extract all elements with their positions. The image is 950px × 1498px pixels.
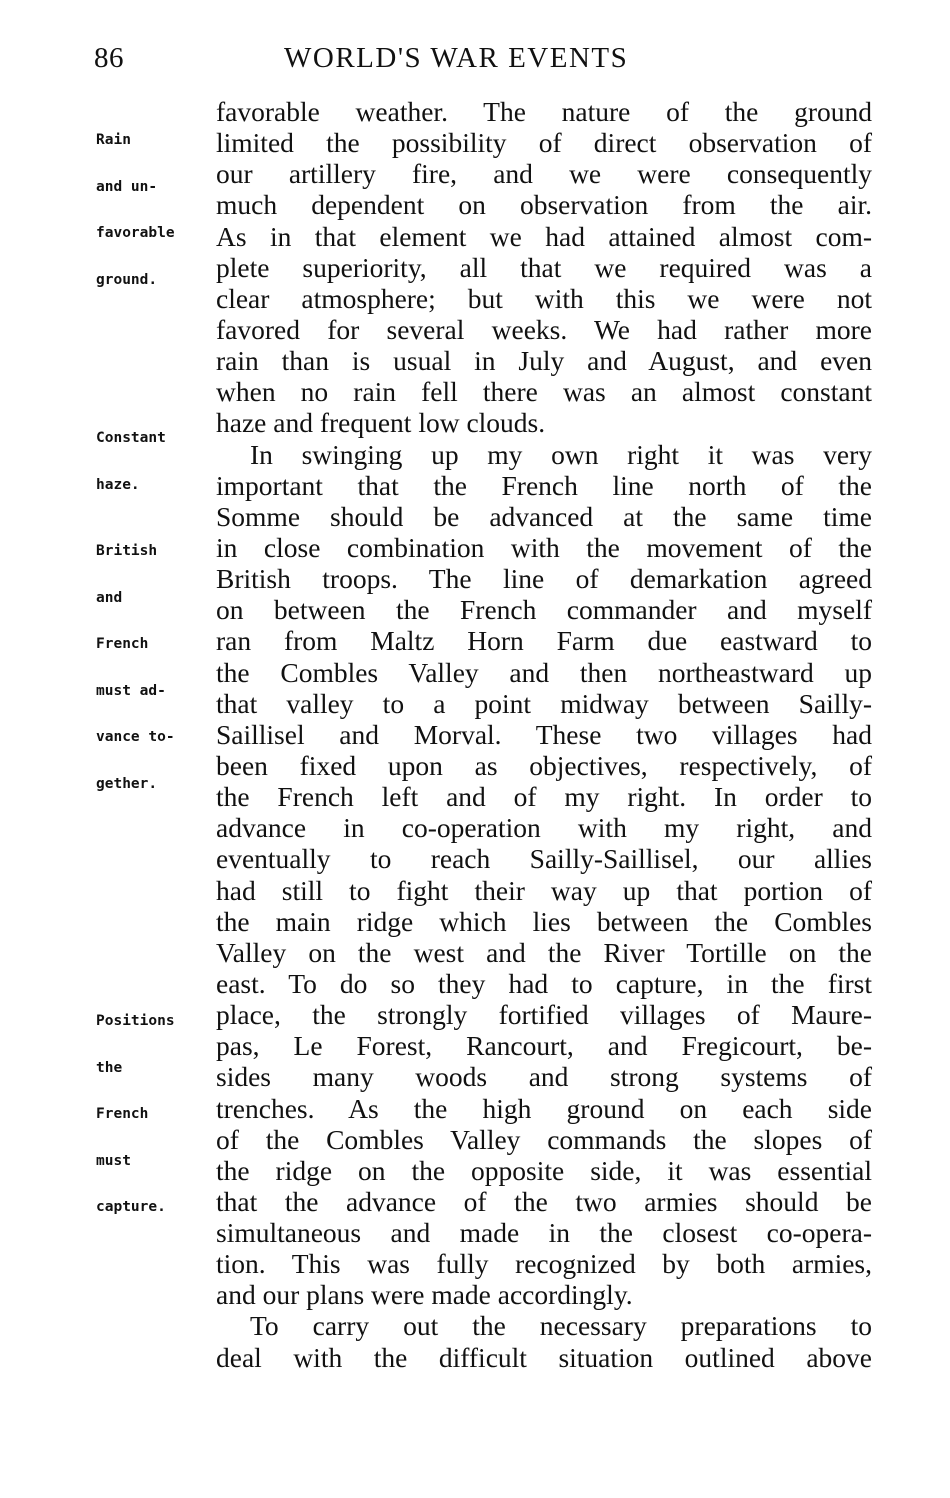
side-note-line: must (96, 1152, 131, 1169)
body-line: on between the French commander and myself (216, 594, 872, 626)
body-line: favorable weather. The nature of the ground (216, 96, 872, 127)
page-number: 86 (94, 42, 124, 74)
body-line: in close combination with the movement of the (216, 531, 872, 563)
body-line: ran from Maltz Horn Farm due eastward to (216, 625, 872, 657)
body-line: that valley to a point midway between Sailly- (216, 687, 872, 719)
side-note-line: gether. (96, 775, 158, 792)
body-line: had still to fight their way up that portion of (216, 874, 872, 906)
side-note-rain (96, 102, 175, 304)
side-note-line: British (96, 543, 158, 559)
side-note-line: and un- (96, 178, 158, 195)
body-line: the Combles Valley and then northeastward up (216, 656, 872, 688)
body-line: deal with the difficult situation outlined above (216, 1341, 872, 1373)
body-line: limited the possibility of direct observation of (216, 127, 872, 159)
running-head: WORLD'S WAR EVENTS (284, 42, 629, 74)
side-note-line: capture. (96, 1199, 166, 1215)
body-line: important that the French line north of the (216, 469, 872, 501)
body-line: advance in co-operation with my right, and (216, 812, 872, 844)
side-note-line: vance to- (96, 729, 175, 745)
side-note-line: Rain (96, 132, 131, 148)
body-line: when no rain fell there was an almost constant (216, 376, 872, 408)
body-line: sides many woods and strong systems of (216, 1061, 872, 1093)
side-note-line: must ad- (96, 682, 166, 699)
body-line: place, the strongly fortified villages of Maure- (216, 999, 872, 1031)
body-line: east. To do so they had to capture, in the first (216, 967, 872, 999)
side-note-positions (96, 983, 175, 1231)
body-line: pas, Le Forest, Rancourt, and Fregicourt, be- (216, 1030, 872, 1062)
body-line: the main ridge which lies between the Combles (216, 905, 872, 937)
body-line: trenches. As the high ground on each side (216, 1092, 872, 1124)
side-note-line: haze. (96, 476, 140, 493)
side-note-line: Constant (96, 430, 166, 446)
body-line: British troops. The line of demarkation agreed (216, 563, 872, 595)
body-line: the French left and of my right. In order to (216, 781, 872, 813)
side-note-constant-haze (96, 400, 166, 509)
body-line: In swinging up my own right it was very (250, 438, 872, 470)
side-note-line: ground. (96, 271, 158, 288)
body-line: our artillery fire, and we were consequently (216, 158, 872, 190)
side-note-line: favorable (96, 225, 175, 241)
side-note-line: French (96, 1106, 149, 1122)
side-note-british-french (96, 513, 175, 808)
body-line: eventually to reach Sailly-Saillisel, our allies (216, 843, 872, 875)
body-line: Valley on the west and the River Tortille on the (216, 936, 872, 968)
side-note-line: and (96, 589, 123, 606)
body-line: To carry out the necessary preparations to (250, 1310, 872, 1342)
body-line: simultaneous and made in the closest co-opera- (216, 1217, 872, 1249)
body-line: As in that element we had attained almost com- (216, 220, 872, 252)
body-text (216, 96, 872, 1373)
body-line: haze and frequent low clouds. (216, 407, 546, 439)
body-line: Somme should be advanced at the same time (216, 500, 872, 532)
body-line: that the advance of the two armies should be (216, 1185, 872, 1217)
side-note-line: the (96, 1059, 123, 1076)
body-line: much dependent on observation from the air. (216, 189, 872, 221)
body-line: Saillisel and Morval. These two villages had (216, 718, 872, 750)
body-line: been fixed upon as objectives, respectively, of (216, 749, 872, 781)
body-line: tion. This was fully recognized by both armies, (216, 1248, 872, 1280)
body-line: clear atmosphere; but with this we were not (216, 282, 872, 314)
body-line: and our plans were made accordingly. (216, 1279, 633, 1311)
side-note-line: French (96, 636, 149, 652)
body-line: favored for several weeks. We had rather more (216, 313, 872, 345)
side-note-line: Positions (96, 1013, 175, 1029)
body-line: rain than is usual in July and August, and even (216, 345, 872, 377)
body-line: the ridge on the opposite side, it was essential (216, 1154, 872, 1186)
body-line: of the Combles Valley commands the slopes of (216, 1123, 872, 1155)
body-line: plete superiority, all that we required was a (216, 251, 872, 283)
